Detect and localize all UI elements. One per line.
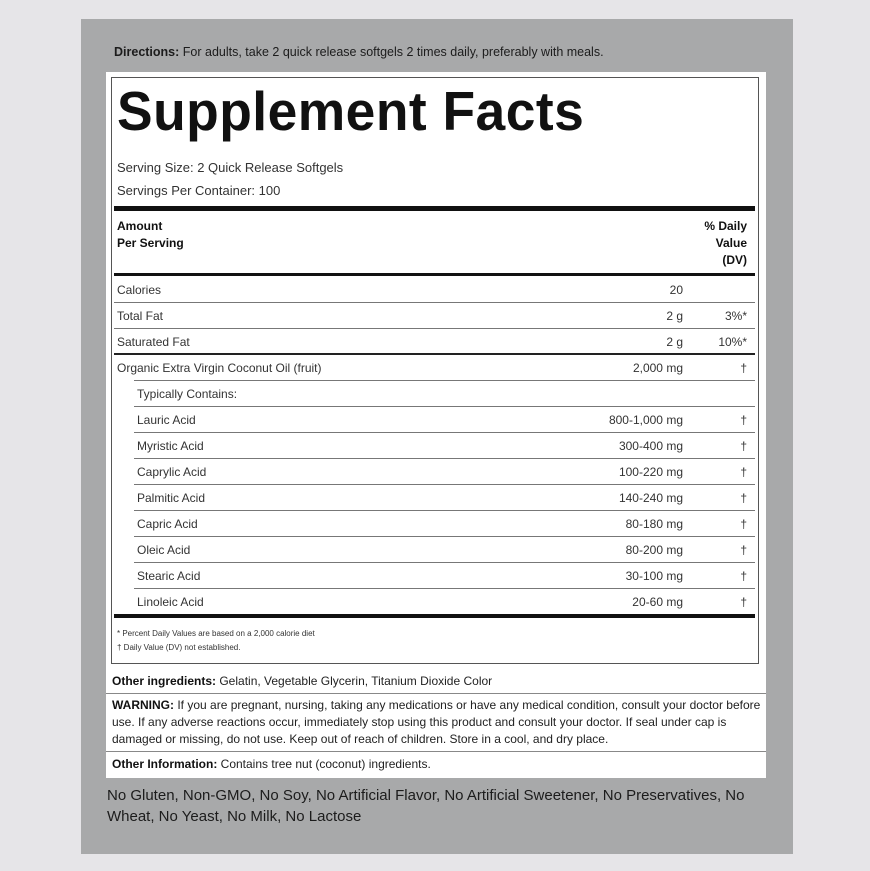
other-information [112, 756, 764, 773]
header-dv-line1: % Daily [704, 219, 747, 233]
table-row [114, 485, 755, 511]
divider [106, 751, 766, 752]
header-daily-value [680, 218, 747, 269]
table-row [114, 511, 755, 537]
nutrient-amount: 20 [669, 283, 683, 297]
table-row [114, 277, 755, 303]
header-dv-line2: Value [715, 236, 747, 250]
nutrient-amount: 300-400 mg [618, 439, 683, 453]
nutrient-name: Total Fat [117, 309, 164, 323]
other-ingredients [112, 673, 764, 690]
nutrient-amount: 80-200 mg [625, 543, 683, 557]
nutrient-daily-value: 10%* [718, 335, 747, 349]
nutrient-name: Caprylic Acid [137, 465, 207, 479]
nutrient-daily-value: † [740, 517, 747, 531]
header-amount-line1: Amount [117, 219, 163, 233]
table-row [114, 563, 755, 589]
nutrient-daily-value: † [740, 361, 747, 375]
nutrient-amount: 800-1,000 mg [608, 413, 683, 427]
nutrient-name: Capric Acid [137, 517, 198, 531]
footnote-percent-dv: * Percent Daily Values are based on a 2,000 calorie diet [117, 629, 315, 638]
table-row [114, 355, 755, 381]
warning-text: If you are pregnant, nursing, taking any medications or have any medical condition, consult your doctor before use. If any adverse reactions occur, immediately stop using this product and consult your doctor. If seal under cap is damaged or missing, do not use. Keep out of reach of children. Store in a cool, and dry place. [112, 698, 761, 746]
nutrient-daily-value: † [740, 543, 747, 557]
nutrient-name: Linoleic Acid [137, 595, 204, 609]
nutrient-daily-value: † [740, 413, 747, 427]
other-information-label: Other Information: [112, 757, 218, 771]
table-row [114, 537, 755, 563]
nutrient-daily-value: † [740, 569, 747, 583]
nutrient-amount: 80-180 mg [625, 517, 683, 531]
table-row [114, 433, 755, 459]
nutrient-name: Saturated Fat [117, 335, 190, 349]
serving-size: Serving Size: 2 Quick Release Softgels [117, 160, 344, 175]
nutrient-amount: 2,000 mg [632, 361, 683, 375]
table-row [114, 329, 755, 355]
nutrient-name: Calories [117, 283, 162, 297]
nutrient-daily-value: † [740, 491, 747, 505]
nutrient-amount: 100-220 mg [618, 465, 683, 479]
nutrient-amount: 140-240 mg [618, 491, 683, 505]
supplement-facts-title: Supplement Facts [117, 80, 585, 142]
servings-per-container: Servings Per Container: 100 [117, 183, 281, 198]
nutrient-daily-value: † [740, 595, 747, 609]
nutrient-daily-value: † [740, 465, 747, 479]
divider [106, 693, 766, 694]
nutrient-daily-value: † [740, 439, 747, 453]
table-row [114, 381, 755, 407]
header-amount-line2: Per Serving [117, 236, 184, 250]
nutrient-name: Oleic Acid [137, 543, 191, 557]
header-amount-per-serving [117, 218, 184, 252]
nutrient-name: Typically Contains: [137, 387, 238, 401]
nutrient-name: Lauric Acid [137, 413, 196, 427]
nutrient-daily-value: 3%* [724, 309, 747, 323]
product-claims: No Gluten, Non-GMO, No Soy, No Artificial Flavor, No Artificial Sweetener, No Preservatives, No Wheat, No Yeast, No Milk, No Lactose [107, 787, 745, 825]
nutrient-name: Stearic Acid [137, 569, 201, 583]
thick-rule-header [114, 273, 755, 276]
thick-rule-top [114, 206, 755, 211]
directions-label: Directions: [114, 45, 180, 59]
nutrient-amount: 2 g [666, 309, 683, 323]
thick-rule-bottom [114, 614, 755, 618]
nutrient-name: Organic Extra Virgin Coconut Oil (fruit) [117, 361, 322, 375]
header-dv-line3: (DV) [722, 253, 747, 267]
nutrient-name: Myristic Acid [137, 439, 204, 453]
nutrient-amount: 20-60 mg [632, 595, 683, 609]
other-ingredients-label: Other ingredients: [112, 674, 217, 688]
nutrient-name: Palmitic Acid [137, 491, 206, 505]
other-ingredients-text: Gelatin, Vegetable Glycerin, Titanium Dioxide Color [216, 674, 493, 688]
table-row [114, 589, 755, 615]
warning [112, 697, 764, 748]
warning-label: WARNING: [112, 698, 174, 712]
directions-body: For adults, take 2 quick release softgels 2 times daily, preferably with meals. [179, 45, 604, 59]
table-row [114, 407, 755, 433]
nutrient-amount: 30-100 mg [625, 569, 683, 583]
directions-text [114, 45, 774, 59]
nutrient-amount: 2 g [666, 335, 683, 349]
other-information-text: Contains tree nut (coconut) ingredients. [217, 757, 431, 771]
footnote-dv-not-established: † Daily Value (DV) not established. [117, 643, 241, 652]
table-row [114, 303, 755, 329]
table-row [114, 459, 755, 485]
